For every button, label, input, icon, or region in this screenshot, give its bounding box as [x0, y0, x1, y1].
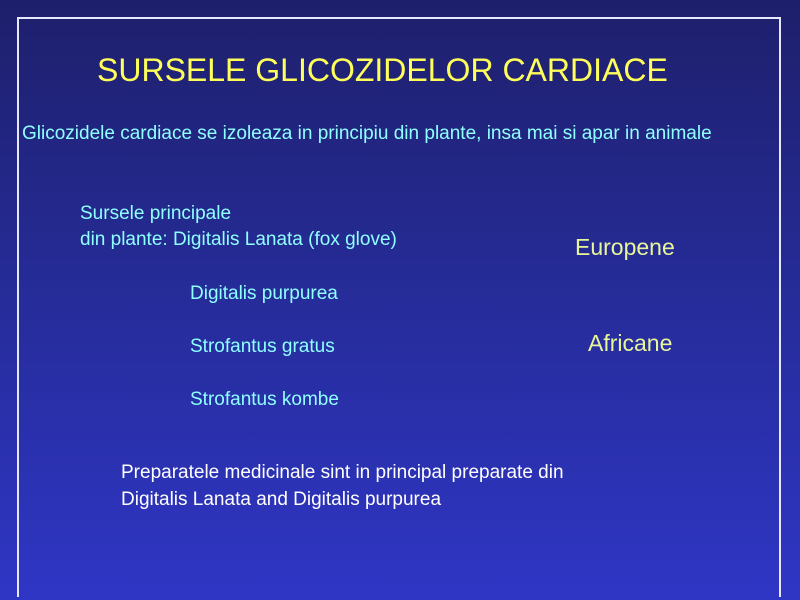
region-label-african: Africane	[588, 330, 673, 356]
plant-item: Strofantus kombe	[190, 389, 339, 410]
preparations-note	[121, 459, 721, 513]
main-sources-block	[80, 201, 397, 253]
preparations-note-line-2: Digitalis Lanata and Digitalis purpurea	[121, 489, 442, 510]
intro-text: Glicozidele cardiace se izoleaza in principiu din plante, insa mai si apar in animale	[22, 123, 712, 144]
region-label-european: Europene	[575, 234, 675, 260]
preparations-note-line-1: Preparatele medicinale sint in principal preparate din	[121, 462, 564, 483]
main-sources-line-2: din plante: Digitalis Lanata (fox glove)	[80, 229, 397, 250]
plant-item: Strofantus gratus	[190, 336, 335, 357]
slide-title: SURSELE GLICOZIDELOR CARDIACE	[97, 52, 668, 88]
main-sources-line-1: Sursele principale	[80, 203, 232, 224]
plant-item: Digitalis purpurea	[190, 283, 338, 304]
